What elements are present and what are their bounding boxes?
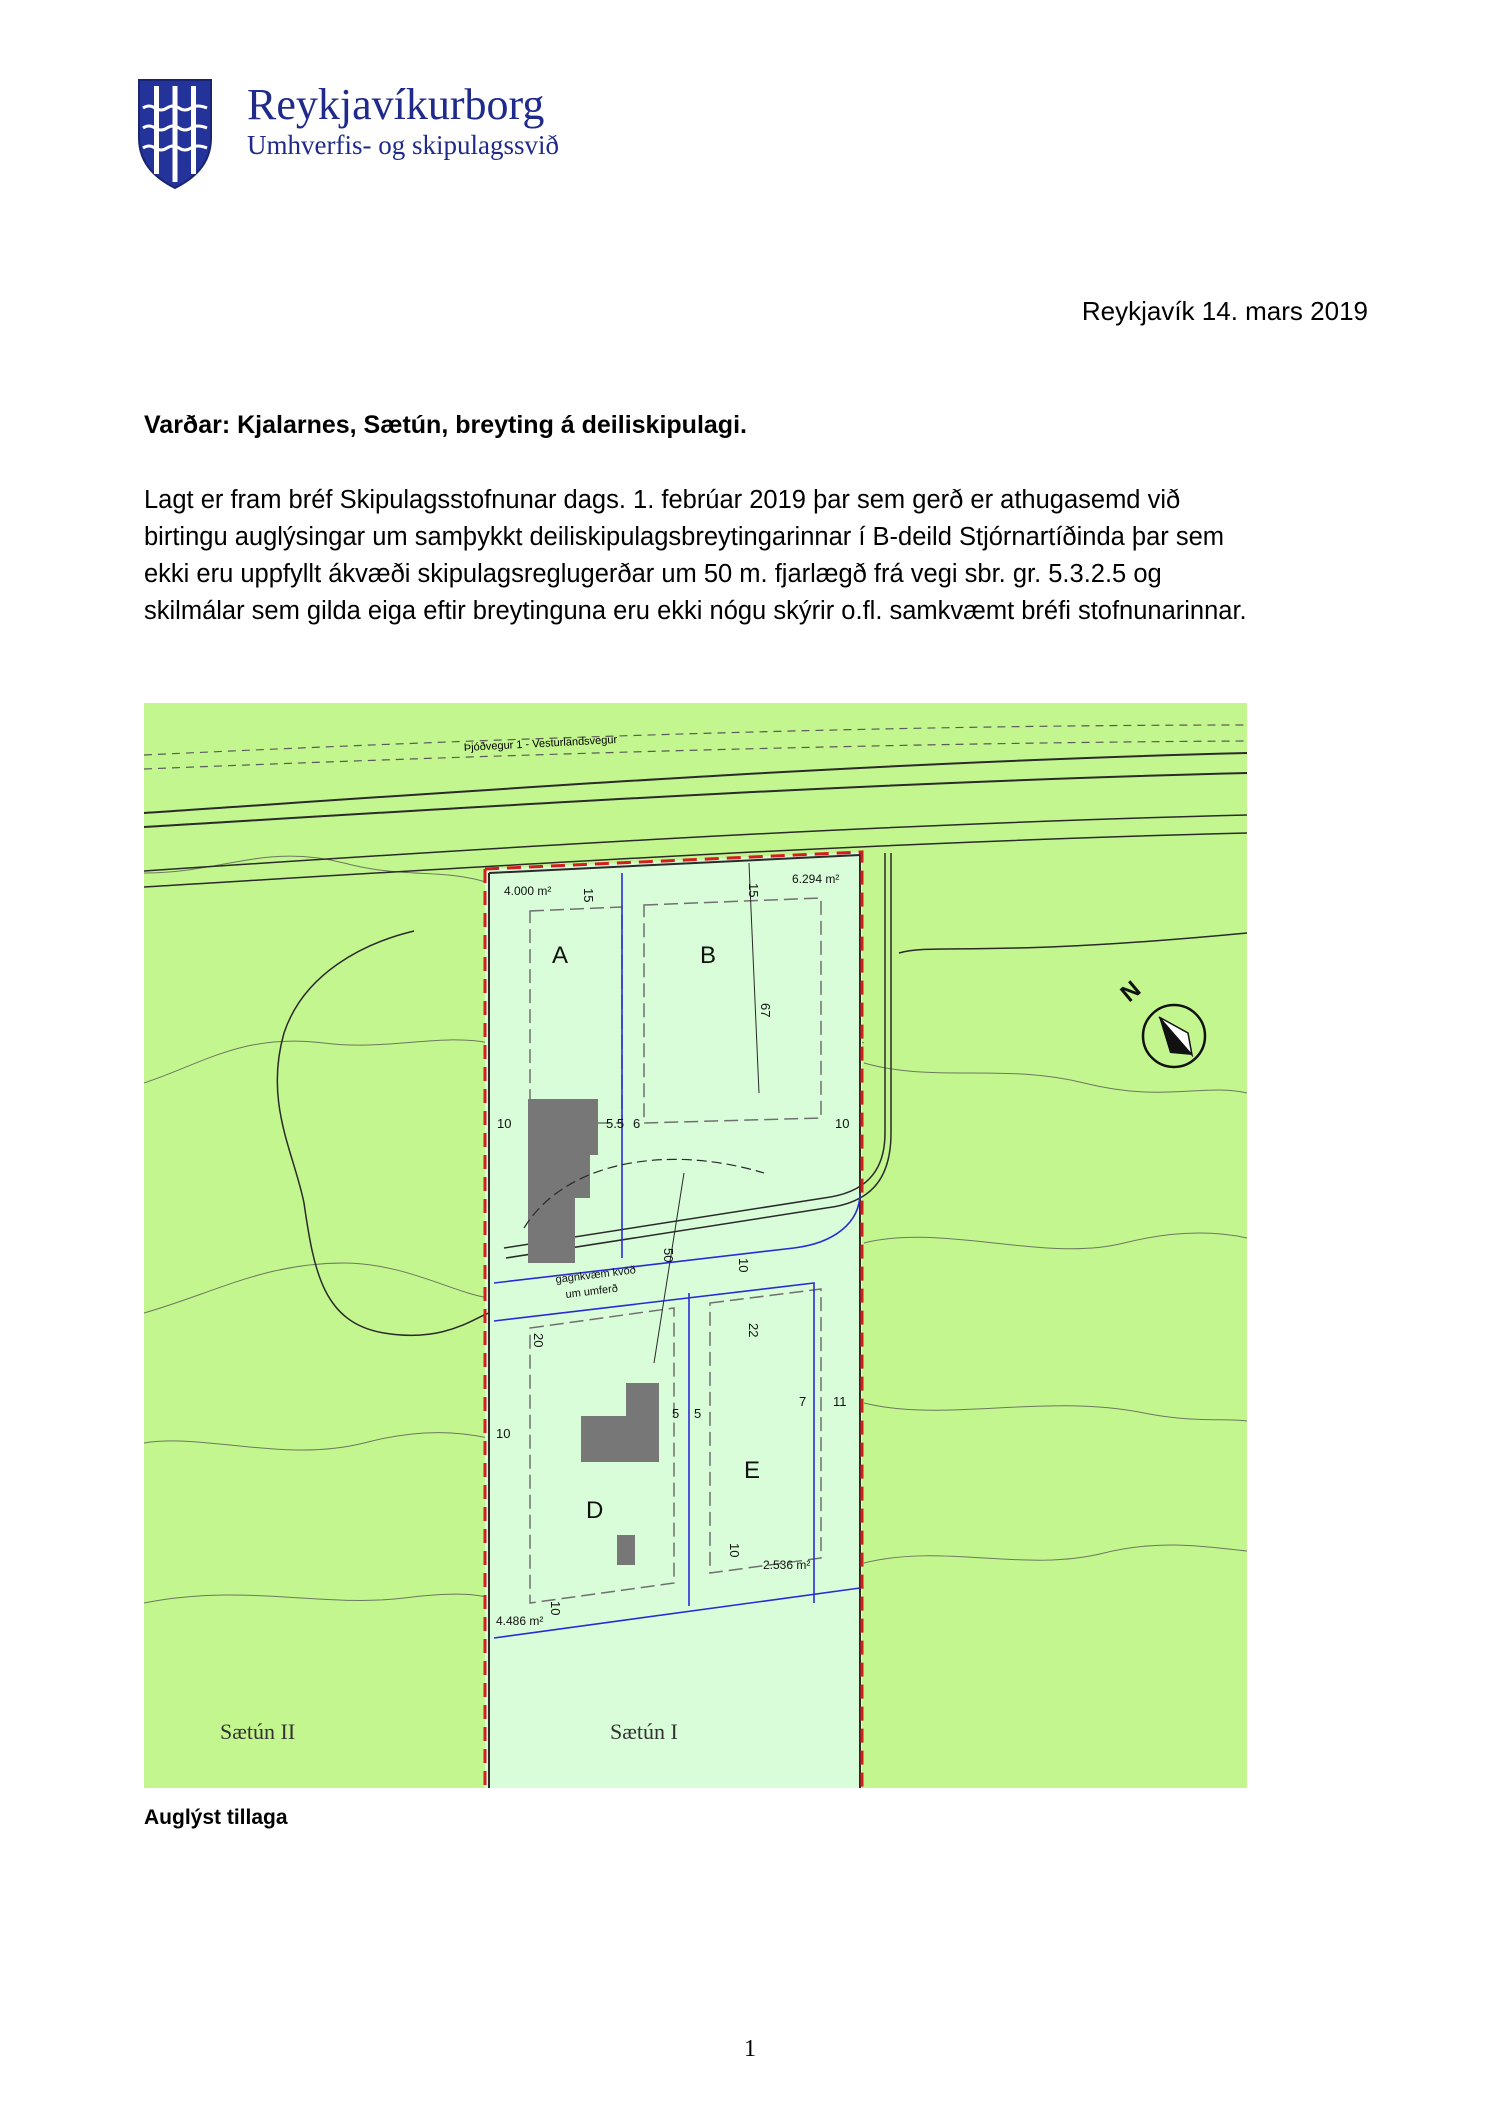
- lot-label-b: B: [700, 942, 717, 969]
- dim-d-left: 10: [496, 1426, 511, 1441]
- dim-top-b: 15: [746, 883, 761, 898]
- area-label-e: 2.536 m²: [763, 1558, 811, 1572]
- subject-line: Varðar: Kjalarnes, Sætún, breyting á deiliskipulagi.: [144, 411, 747, 439]
- dim-e-top: 22: [746, 1323, 761, 1338]
- dim-gap-2: 6: [633, 1116, 641, 1131]
- dim-d-top: 20: [531, 1333, 546, 1348]
- area-label-a: 4.000 m²: [504, 884, 552, 898]
- lot-label-e: E: [744, 1457, 761, 1484]
- page-number: 1: [744, 2036, 756, 2062]
- place-label-saetun-ii: Sætún II: [220, 1719, 296, 1744]
- dim-e-right-2: 11: [833, 1394, 847, 1409]
- dim-left-a: 10: [497, 1116, 512, 1131]
- dim-e-right-1: 7: [799, 1394, 807, 1409]
- lot-label-a: A: [552, 942, 569, 969]
- body-paragraph: [144, 482, 1384, 630]
- dim-depth-b: 67: [758, 1003, 773, 1018]
- dim-gap-3: 5: [672, 1406, 680, 1421]
- north-label: N: [1115, 975, 1147, 1008]
- road-label: Þjóðvegur 1 - Vesturlandsvegur: [463, 733, 618, 754]
- dim-top-a: 15: [581, 888, 596, 903]
- access-label-1: gagnkvæm kvöð: [554, 1264, 637, 1286]
- body-line: skilmálar sem gilda eiga eftir breytinguna eru ekki nógu skýrir o.fl. samkvæmt bréfi stofnunarinnar.: [144, 597, 1247, 625]
- dim-d-bottom: 10: [548, 1601, 563, 1616]
- lot-label-d: D: [586, 1497, 604, 1524]
- body-line: birtingu auglýsingar um samþykkt deiliskipulagsbreytingarinnar í B-deild Stjórnartíðinda þar sem: [144, 523, 1225, 551]
- plot-area: [485, 852, 862, 1788]
- figure-caption: Auglýst tillaga: [144, 1806, 288, 1829]
- date-line: Reykjavík 14. mars 2019: [1081, 296, 1368, 326]
- body-line: Lagt er fram bréf Skipulagsstofnunar dags. 1. febrúar 2019 þar sem gerð er athugasemd við: [144, 486, 1181, 514]
- dim-curve: 50: [661, 1248, 676, 1263]
- dim-e-bottom: 10: [727, 1543, 742, 1558]
- reykjavik-coat-of-arms-icon: [137, 78, 213, 190]
- org-name: Reykjavíkurborg: [247, 80, 545, 129]
- area-label-b: 6.294 m²: [792, 872, 840, 886]
- access-label-2: um umferð: [564, 1282, 619, 1301]
- dim-road-setback: 10: [736, 1258, 751, 1273]
- place-label-saetun-i: Sætún I: [610, 1719, 678, 1744]
- dim-gap-1: 5.5: [606, 1116, 625, 1131]
- area-label-d: 4.486 m²: [496, 1614, 544, 1628]
- dim-right-b: 10: [835, 1116, 850, 1131]
- department-name: Umhverfis- og skipulagssvið: [247, 130, 559, 160]
- site-plan-map: [144, 703, 1247, 1788]
- dim-gap-4: 5: [694, 1406, 702, 1421]
- body-line: ekki eru uppfyllt ákvæði skipulagsreglugerðar um 50 m. fjarlægð frá vegi sbr. gr. 5.3.2.5 og: [144, 560, 1162, 588]
